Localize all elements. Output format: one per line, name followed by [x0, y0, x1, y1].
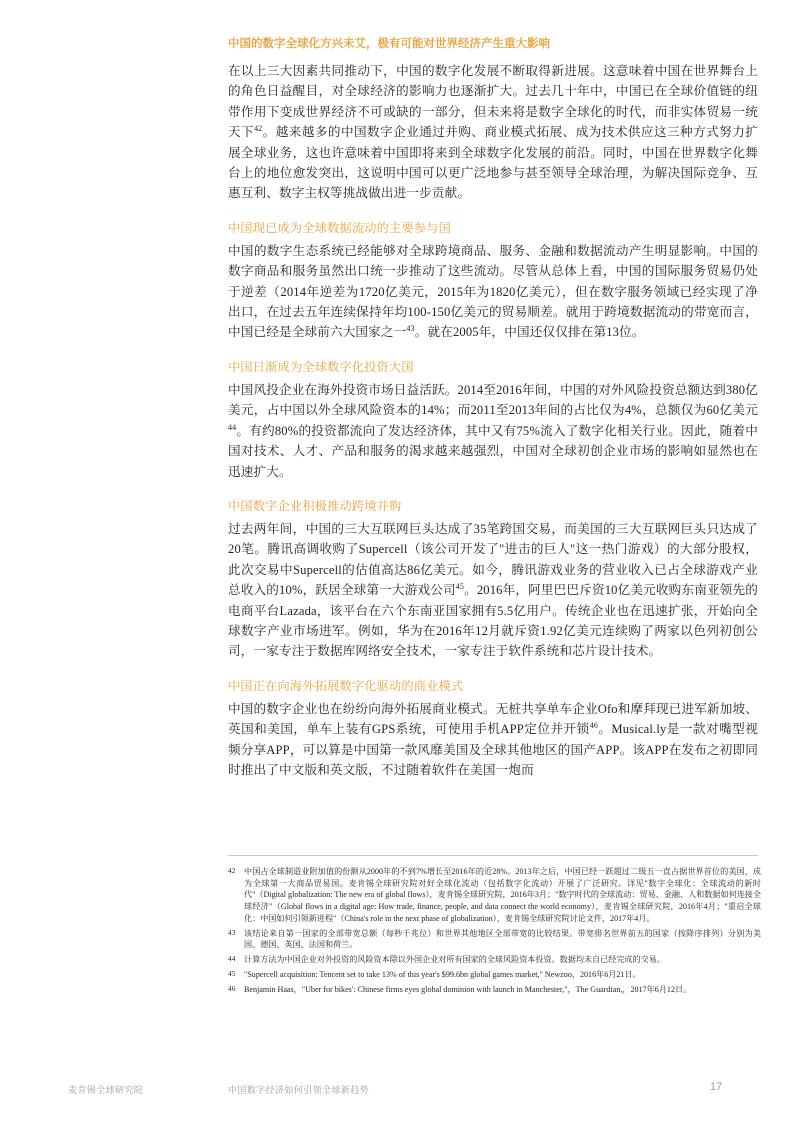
- section-2-text-1: 过去两年间，中国的三大互联网巨头达成了35笔跨国交易，而美国的三大互联网巨头只达成了20笔。腾讯高调收购了Supercell（该公司开发了"进击的巨人"这一热门游戏）的大部分股权，此次交易中Supercell的估值高达86亿美元。如今，腾讯游戏业务的营业收入已占全球游戏产业总收入的10%，跃居全球第一大游戏公司: [228, 521, 758, 598]
- footnote-number: 43: [228, 927, 236, 937]
- intro-paragraph: [228, 61, 758, 204]
- section-body-data-flows: [228, 241, 758, 343]
- section-heading-business-models: 中国正在向海外拓展数字化驱动的商业模式: [228, 678, 464, 693]
- footnote-ref-45[interactable]: 45: [455, 581, 465, 591]
- footnotes-list: [228, 866, 761, 998]
- page-title: 中国的数字全球化方兴未艾，极有可能对世界经济产生重大影响: [228, 38, 550, 50]
- section-3-text-1: 中国的数字企业也在纷纷向海外拓展商业模式。无桩共享单车企业Ofo和摩拜现已进军新加坡、英国和美国，单车上装有GPS系统，可使用手机APP定位并开锁: [228, 701, 758, 737]
- footnote-text: 计算方法为中国企业对外投资的风险资本除以外国企业对所有国家的全球风险资本投资。数据均未自已经完成的交易。: [244, 955, 665, 965]
- footer-report-title: 中国数字经济如何引领全球新趋势: [228, 1085, 370, 1095]
- section-body-ma: [228, 519, 758, 662]
- footnote-divider: [228, 855, 758, 856]
- intro-text-after: 。越来越多的中国数字企业通过并购、商业模式拓展、成为技术供应这三种方式努力扩展全球业务，这也许意味着中国即将来到全球数字化发展的前沿。同时，中国在世界数字化舞台上的地位愈发突出，这说明中国可以更广泛地参与甚至领导全球治理，为解决国际竞争、互惠互利、数字主权等挑战做出进一步贡献。: [228, 125, 758, 201]
- section-heading-investment: 中国日渐成为全球数字化投资大国: [228, 359, 414, 374]
- footnote-item: [228, 969, 761, 981]
- footnote-text: 中国占全球制造业附加值的份额从2000年的不到7%增长至2016年的近28%。2013年之后，中国已经一跃超过二级五一直占据世界首位的美国，成为全球第一大商品贸易国。麦肯锡全球研究院对好全球化流动（包括数字化流动）开展了广泛研究。详见"数字全球化：全球流动的新时代"（Digital globalization: The new era of global flows），麦肯锡全球研究院，2016年3月；"数字时代的全球流动：贸易、金融、人和数据如何连接全球经济"（Global flows in a digital age: How trade, finance, people, and data connect the world economy），麦肯锡全球研究院，2016年4月；"重启全球化：中国如何引领新进程"（China's role in the next phase of globalization），麦肯锡全球研究院讨论文件，2017年4月。: [244, 867, 761, 923]
- section-body-business-models: [228, 699, 758, 781]
- footnote-number: 46: [228, 983, 236, 993]
- page-number: 17: [710, 1081, 723, 1093]
- section-heading-ma: 中国数字企业积极推动跨境并购: [228, 498, 402, 513]
- page-content: [228, 36, 758, 784]
- footnote-number: 44: [228, 954, 236, 964]
- section-1-text-2: 。有约80%的投资都流向了发达经济体，其中又有75%流入了数字化相关行业。因此，随着中国对技术、人才、产品和服务的渴求越来越强烈，中国对全球初创企业市场的影响如显然也在迅速扩大。: [228, 423, 758, 479]
- footnote-number: 45: [228, 968, 236, 978]
- footnote-ref-46[interactable]: 46: [589, 720, 598, 730]
- intro-text: 在以上三大因素共同推动下，中国的数字化发展不断取得新进展。这意味着中国在世界舞台上的角色日益醒目，对全球经济的影响力也逐渐扩大。过去几十年中，中国已在全球价值链的纽带作用下变成世界经济不可或缺的一部分，但未来将是数字全球化的时代，而非实体贸易一统天下: [228, 64, 758, 140]
- section-1-text-1: 中国风投企业在海外投资市场日益活跃。2014至2016年间，中国的对外风险投资总额达到380亿美元，占中国以外全球风险资本的14%；而2011至2013年间的占比仅为4%，总额仅为60亿美元: [228, 382, 758, 418]
- footnote-item: [228, 984, 761, 996]
- footnote-text: Benjamin Haas，"Uber for bikes': Chinese firms eyes global dominion with launch in Manchester,"，The Guardian,，2017年6月12日。: [244, 984, 692, 994]
- footnote-ref-43[interactable]: 43: [406, 324, 415, 334]
- footnote-item: [228, 866, 761, 925]
- footnote-ref-42[interactable]: 42: [254, 124, 263, 134]
- section-3-text-2: 。Musical.ly是一款对嘴型视频分享APP，可以算是中国第一款风靡美国及全球其他地区的国产APP。该APP在发布之初即同时推出了中文版和英文版，不过随着软件在美国一炮而: [228, 722, 758, 777]
- footnote-ref-44[interactable]: 44: [228, 422, 237, 432]
- footnote-item: [228, 928, 761, 951]
- section-0-text-2: 。就在2005年，中国还仅仅排在第13位。: [414, 325, 645, 340]
- section-heading-data-flows: 中国现已成为全球数据流动的主要参与国: [228, 220, 451, 235]
- section-2-text-2: 。2016年，阿里巴巴斥资10亿美元收购东南亚领先的电商平台Lazada，该平台在六个东南亚国家拥有5.5亿用户。传统企业也在迅速扩张，开始向全球数字产业市场进军。例如，华为在2016年12月就斥资1.92亿美元连续购了两家以色列初创公司，一家专注于数据库网络安全技术，一家专注于软件系统和芯片设计技术。: [228, 583, 758, 659]
- footnote-text: 该结论来自第一国家的全部带宽总额（每秒千兆位）和世界其他地区全部带宽的比较结果。带宽排名世界前五的国家（按降序排列）分别为美国、德国、英国、法国和荷兰。: [244, 928, 761, 950]
- footnote-text: "Supercell acquisition: Tencent set to take 13% of this year's $99.6bn global games market," Newzoo，2016年6月21日。: [244, 969, 641, 979]
- section-0-text-1: 中国的数字生态系统已经能够对全球跨境商品、服务、金融和数据流动产生明显影响。中国的数字商品和服务虽然出口统一步推动了这些流动。尽管从总体上看，中国的国际服务贸易仍处于逆差（2014年逆差为1720亿美元，2015年为1820亿美元），但在数字服务领域已经实现了净出口，在过去五年连续保持年均100-150亿美元的贸易顺差。就用于跨境数据流动的带宽而言，中国已经是全球前六大国家之一: [228, 243, 758, 340]
- footnote-number: 42: [228, 866, 236, 875]
- footer-organization: 麦肯锡全球研究院: [68, 1085, 144, 1095]
- page-footer: [0, 1083, 793, 1113]
- section-body-investment: [228, 380, 758, 482]
- footnote-item: [228, 954, 761, 966]
